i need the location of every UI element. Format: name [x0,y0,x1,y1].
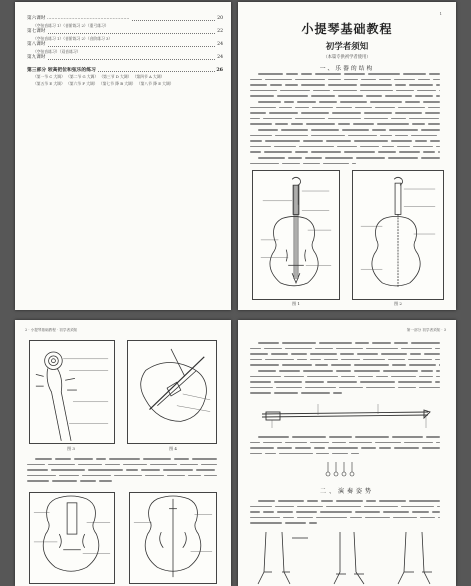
body-text [250,340,444,396]
page-figures [15,320,231,586]
toc-subitems: （第一节 C 大调） （第二节 G 大调） （第三节 D 大调） （第四节 A 大调） [33,74,165,79]
toc-entry[interactable] [27,42,223,48]
body-text [250,498,444,526]
page-number: 1 [439,11,442,16]
violin-front-figure [252,170,340,300]
figure-caption: 图 3 [67,446,75,451]
page-instrument-structure [238,2,456,310]
text-line [250,390,444,396]
violin-body-figure [29,492,115,584]
running-header: 第一部分 初学者须知 · 3 [406,328,446,332]
posture-figure-back [388,532,448,586]
posture-figure-side [320,532,380,586]
toc-leader [27,33,215,34]
toc-page-number: 26 [216,67,223,73]
figure-caption: 图 1 [292,301,300,306]
violin-outline-figure [129,492,217,584]
text-line [250,451,444,457]
toc-entry-label: 第七课时 [27,29,46,34]
section-heading: 一、乐器的结构 [319,66,375,72]
table-of-contents [27,16,223,87]
toc-leader [27,59,215,60]
toc-leader [27,46,215,47]
figure-caption: 图 2 [394,301,402,306]
chapter-title: 初学者须知 [325,42,369,52]
toc-entry-label: 第三部分 较高把位和弦乐的练习 [27,67,96,73]
violin-back-figure [352,170,444,300]
page-playing-posture [238,320,456,586]
book-title: 小提琴基础教程 [301,22,393,36]
posture-figure-front [252,532,312,586]
toc-entry-label: 第六课时 ……………………………………………… [27,16,130,21]
body-text [27,456,219,484]
running-header: 2 · 小提琴基础教程 · 初学者须知 [25,328,78,332]
bow-figure [258,400,436,430]
toc-entry[interactable] [27,29,223,35]
text-line [250,161,444,167]
toc-entry-label: 第九课时 [27,55,46,60]
body-text [250,434,444,456]
toc-subitems: （空弦音练习）（双音练习） [33,49,81,54]
toc-page-number: 24 [217,55,223,60]
toc-page-number: 24 [217,42,223,47]
bridge-detail-figure [127,340,217,444]
figure-caption: 图 4 [169,446,177,451]
toc-entry[interactable] [27,16,223,22]
section-heading: 二、演奏姿势 [319,488,374,495]
page-toc [15,2,231,310]
toc-page-number: 20 [217,16,223,21]
toc-entry-label: 第八课时 [27,42,46,47]
toc-entry[interactable] [27,55,223,61]
toc-chapter[interactable] [27,67,223,73]
scroll-detail-figure [29,340,115,444]
hand-diagram [320,458,364,478]
toc-subitems: （空弦音练习 1）（音阶练习 2）（重弓练习） [33,23,109,28]
text-line [27,478,219,484]
toc-subitems: （空弦音练习 1）（音阶练习 2）（音阶练习 3） [33,36,113,41]
chapter-note: （本篇专供初学者使用） [323,55,371,60]
text-line [250,520,444,526]
toc-subitems: （第五节 E 大调） （第六节 F 大调） （第七节 降 B 大调） （第八节 降 E 大调） [33,81,174,86]
body-text [250,71,444,166]
toc-page-number: 22 [217,29,223,34]
